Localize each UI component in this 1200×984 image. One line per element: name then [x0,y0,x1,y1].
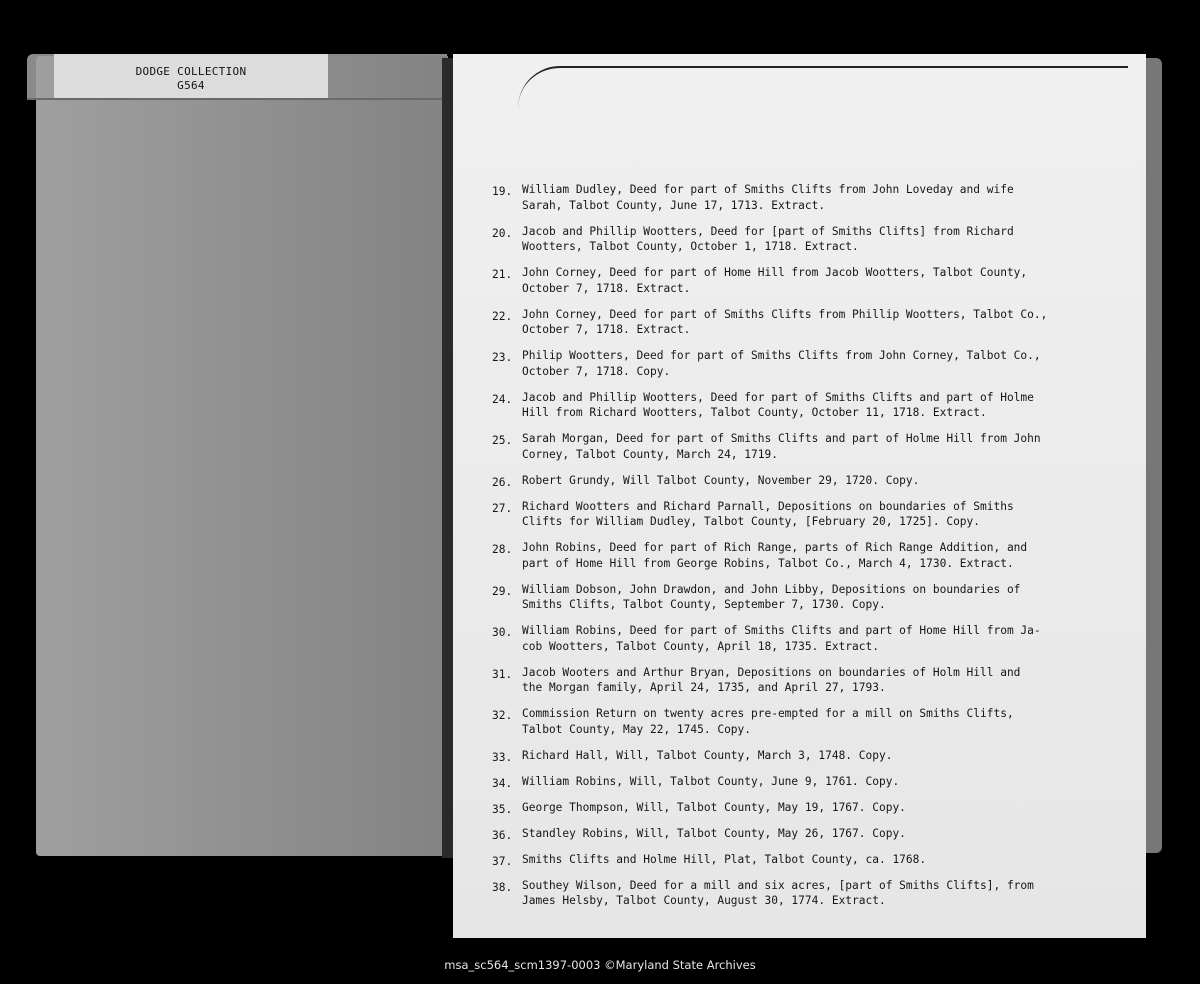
entry-number: 34. [492,776,513,790]
entry-text: William Robins, Will, Talbot County, June 9, 1761. Copy. [522,774,900,788]
entry-number: 35. [492,802,513,816]
entry-number: 29. [492,584,513,598]
list-item [478,826,1118,842]
page-curl-edge [518,66,1128,108]
list-item [478,499,1118,530]
entry-number: 36. [492,828,513,842]
entry-list [478,182,1118,919]
collection-label [54,54,328,98]
entry-text: John Corney, Deed for part of Smiths Clifts from Phillip Wootters, Talbot Co., October 7, 1718. Extract. [522,307,1048,336]
entry-text: George Thompson, Will, Talbot County, May 19, 1767. Copy. [522,800,906,814]
entry-text: Richard Wootters and Richard Parnall, Depositions on boundaries of Smiths Clifts for William Dudley, Talbot County, [February 20, 1725]. Copy. [522,499,1014,528]
entry-text: William Dudley, Deed for part of Smiths Clifts from John Loveday and wife Sarah, Talbot County, June 17, 1713. Extract. [522,183,1014,212]
list-item [478,390,1118,421]
entry-text: Southey Wilson, Deed for a mill and six acres, [part of Smiths Clifts], from James Helsby, Talbot County, August 30, 1774. Extract. [522,878,1034,907]
list-item [478,224,1118,255]
entry-text: Philip Wootters, Deed for part of Smiths Clifts from John Corney, Talbot Co., October 7, 1718. Copy. [522,349,1041,378]
list-item [478,706,1118,737]
entry-text: John Corney, Deed for part of Home Hill from Jacob Wootters, Talbot County, October 7, 1718. Extract. [522,266,1028,295]
entry-number: 30. [492,626,513,639]
list-item [478,540,1118,571]
entry-number: 23. [492,351,513,364]
list-item [478,348,1118,379]
entry-text: Jacob and Phillip Wootters, Deed for part of Smiths Clifts and part of Holme Hill from Richard Wootters, Talbot County, October 11, 1718. Extract. [522,390,1034,419]
entry-number: 31. [492,667,513,681]
entry-text: Richard Hall, Will, Talbot County, March 3, 1748. Copy. [522,748,893,762]
entry-text: Smiths Clifts and Holme Hill, Plat, Talbot County, ca. 1768. [522,852,927,866]
entry-number: 33. [492,750,513,764]
entry-text: Commission Return on twenty acres pre-empted for a mill on Smiths Clifts, Talbot County, May 22, 1745. Copy. [522,707,1014,736]
list-item [478,182,1118,213]
list-item [478,265,1118,296]
entry-number: 32. [492,709,513,722]
folder-cover [36,56,448,856]
collection-label-title: DODGE COLLECTION [135,65,247,78]
entry-number: 38. [492,880,513,894]
list-item [478,852,1118,868]
entry-text: Sarah Morgan, Deed for part of Smiths Clifts and part of Holme Hill from John Corney, Talbot County, March 24, 1719. [522,432,1041,461]
list-item [478,800,1118,816]
entry-text: John Robins, Deed for part of Rich Range, parts of Rich Range Addition, and part of Home Hill from George Robins, Talbot Co., March 4, 1730. Extract. [522,541,1028,570]
entry-number: 19. [492,185,513,198]
entry-text: Robert Grundy, Will Talbot County, November 29, 1720. Copy. [522,473,920,487]
entry-text: Jacob and Phillip Wootters, Deed for [part of Smiths Clifts] from Richard Wootters, Talbot County, October 1, 1718. Extract. [522,224,1014,253]
entry-text: William Dobson, John Drawdon, and John Libby, Depositions on boundaries of Smiths Clifts, Talbot County, September 7, 1730. Copy. [522,582,1021,611]
entry-number: 22. [492,309,513,323]
list-item [478,623,1118,654]
entry-number: 26. [492,475,513,489]
entry-text: William Robins, Deed for part of Smiths Clifts and part of Home Hill from Ja- cob Wootters, Talbot County, April 18, 1735. Extract. [522,624,1041,653]
entry-number: 25. [492,434,513,447]
entry-number: 37. [492,854,513,868]
entry-number: 27. [492,501,513,515]
list-item [478,307,1118,338]
list-item [478,665,1118,696]
folder-crease [27,98,447,100]
list-item [478,582,1118,613]
list-item [478,878,1118,909]
entry-text: Jacob Wooters and Arthur Bryan, Depositions on boundaries of Holm Hill and the Morgan family, April 24, 1735, and April 27, 1793. [522,665,1021,694]
entry-number: 24. [492,392,513,406]
list-item [478,431,1118,462]
list-item [478,748,1118,764]
entry-text: Standley Robins, Will, Talbot County, May 26, 1767. Copy. [522,826,906,840]
list-item [478,473,1118,489]
entry-number: 20. [492,226,513,240]
archive-caption: msa_sc564_scm1397-0003 ©Maryland State Archives [444,958,756,972]
list-item [478,774,1118,790]
entry-number: 21. [492,268,513,281]
collection-label-number: G564 [177,79,205,92]
entry-number: 28. [492,543,513,556]
